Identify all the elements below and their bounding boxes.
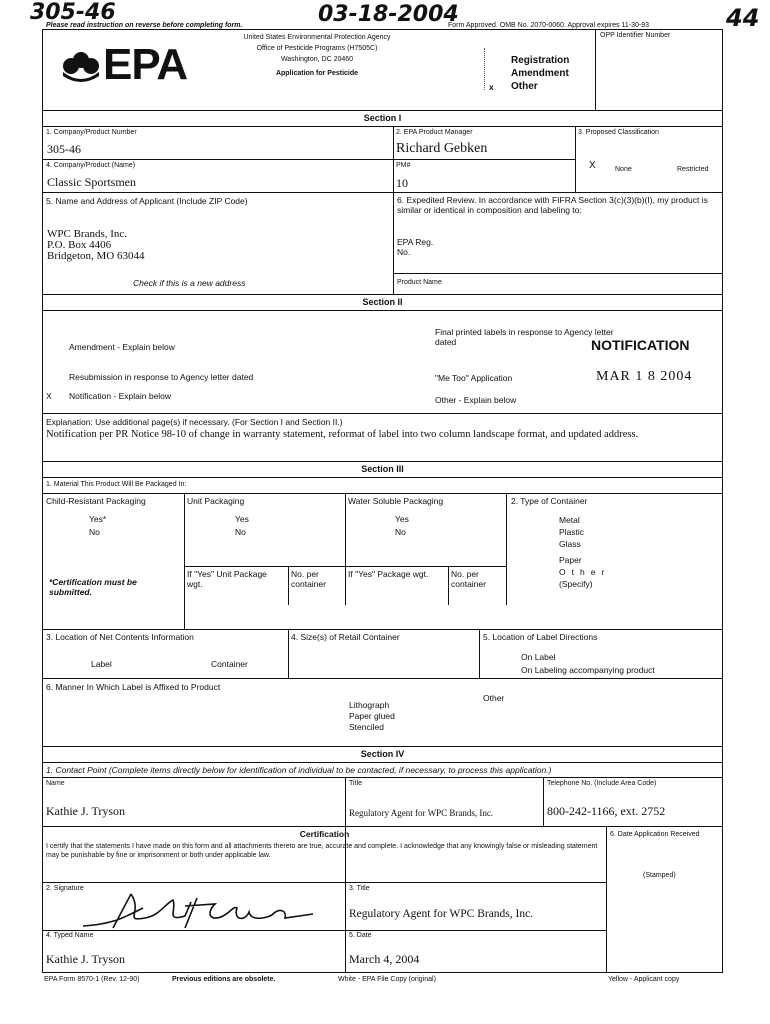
directions-on-labeling[interactable]: On Labeling accompanying product (521, 665, 655, 675)
application-type-options (511, 54, 569, 93)
section-3-field-6-label: 6. Manner In Which Label is Affixed to Product (46, 682, 221, 692)
handwritten-date: 03-18-2004 (318, 2, 459, 27)
company-product-name[interactable]: Classic Sportsmen (47, 175, 136, 189)
epa-logo-text: EPA (103, 40, 188, 89)
water-soluble-label: Water Soluble Packaging (348, 496, 444, 506)
applicant-address[interactable] (47, 229, 144, 262)
agency-block (229, 32, 405, 79)
signature-label: 2. Signature (46, 885, 84, 892)
unit-packaging-no[interactable]: No (235, 527, 246, 537)
top-instruction: Please read instruction on reverse before completing form. (46, 22, 243, 29)
epa-reg-no-label: No. (397, 247, 411, 257)
unit-no-per-container-label: No. per container (291, 569, 326, 589)
field-6-product-name: Product Name (397, 279, 442, 286)
contact-title[interactable]: Regulatory Agent for WPC Brands, Inc. (349, 808, 494, 818)
classification-none[interactable]: None (615, 166, 632, 173)
option-other[interactable]: Other (511, 81, 538, 92)
option-registration[interactable]: Registration (511, 55, 570, 66)
agency-line-4: Application for Pesticide (275, 70, 359, 77)
contact-point-label: 1. Contact Point (Complete items directly below for identification of individual to be contacted, if necessary, to process this application.) (46, 765, 552, 775)
agency-line-2: Office of Pesticide Programs (H7505C) (256, 45, 378, 52)
title-3-label: 3. Title (349, 885, 370, 892)
agency-line-1: United States Environmental Protection Agency (243, 34, 391, 41)
field-6-expedited-review: 6. Expedited Review. In accordance with FIFRA Section 3(c)(3)(b)(I), my product is similar or identical in composition and labeling to: (397, 195, 708, 215)
field-2-label: 2. EPA Product Manager (396, 129, 473, 136)
signer-title[interactable]: Regulatory Agent for WPC Brands, Inc. (349, 908, 534, 920)
package-weight-label: If "Yes" Package wgt. (348, 569, 429, 579)
explanation-label: Explanation: Use additional page(s) if necessary. (For Section I and Section II.) (46, 417, 343, 427)
typed-name-label: 4. Typed Name (46, 932, 94, 939)
date-received-label: 6. Date Application Received (610, 831, 700, 838)
unit-packaging-yes[interactable]: Yes (235, 514, 249, 524)
contact-name[interactable]: Kathie J. Tryson (46, 804, 126, 818)
epa-reg-label: EPA Reg. (397, 237, 434, 247)
unit-package-weight-label: If "Yes" Unit Package wgt. (187, 569, 267, 589)
container-type-options (559, 514, 610, 590)
footer-form-number: EPA Form 8570-1 (Rev. 12-90) (44, 976, 140, 983)
section-3-field-4-label: 4. Size(s) of Retail Container (291, 632, 400, 642)
container-paper[interactable]: Paper (559, 555, 582, 565)
water-soluble-no[interactable]: No (395, 527, 406, 537)
affix-stenciled[interactable]: Stenciled (349, 722, 384, 732)
section-2-title: Section II (362, 297, 403, 307)
container-specify: (Specify) (559, 579, 593, 589)
field-6-epa-reg (397, 237, 433, 257)
notification-stamp: NOTIFICATION (591, 337, 690, 353)
net-contents-container-option[interactable]: Container (211, 659, 248, 669)
amendment-option[interactable]: Amendment - Explain below (69, 342, 175, 352)
explanation-text[interactable]: Notification per PR Notice 98-10 of change in warranty statement, reformat of label into two column landscape format, and updated address. (46, 429, 639, 440)
affix-paper-glued[interactable]: Paper glued (349, 711, 395, 721)
me-too-option[interactable]: "Me Too" Application (435, 373, 513, 383)
classification-restricted[interactable]: Restricted (677, 166, 709, 173)
signature-image (73, 888, 323, 934)
company-product-number[interactable]: 305-46 (47, 142, 81, 156)
footer-white-copy: White - EPA File Copy (original) (338, 976, 436, 983)
wsp-no-per-container-label: No. per container (451, 569, 486, 589)
epa-product-manager[interactable]: Richard Gebken (396, 141, 488, 156)
final-labels-option[interactable]: Final printed labels in response to Agency letter dated (435, 327, 614, 347)
resubmission-option[interactable]: Resubmission in response to Agency letter dated (69, 372, 254, 382)
applicant-address-line-3: Bridgeton, MO 63044 (47, 250, 145, 262)
epa-logo (59, 46, 103, 89)
epa-application-form (42, 29, 723, 973)
field-3-label: 3. Proposed Classification (578, 129, 659, 136)
notification-mark: X (46, 391, 52, 401)
certification-note: *Certification must be submitted. (49, 577, 137, 597)
child-resistant-no[interactable]: No (89, 527, 100, 537)
new-address-checkbox[interactable]: Check if this is a new address (133, 278, 246, 288)
child-resistant-label: Child-Resistant Packaging (46, 496, 146, 506)
handwritten-reg-number: 305-46 (30, 0, 116, 25)
child-resistant-yes[interactable]: Yes* (89, 514, 107, 524)
omb-approval: Form Approved. OMB No. 2070-0060. Approval expires 11-30-93 (448, 22, 650, 29)
section-3-field-3-label: 3. Location of Net Contents Information (46, 632, 194, 642)
container-other[interactable]: Other (559, 567, 611, 577)
directions-on-label[interactable]: On Label (521, 652, 556, 662)
container-metal[interactable]: Metal (559, 515, 580, 525)
signature-date[interactable]: March 4, 2004 (349, 952, 420, 966)
telephone-label: Telephone No. (Include Area Code) (547, 780, 657, 787)
type-of-container-label: 2. Type of Container (511, 496, 588, 506)
unit-packaging-label: Unit Packaging (187, 496, 245, 506)
notification-option[interactable]: Notification - Explain below (69, 391, 172, 401)
affix-lithograph[interactable]: Lithograph (349, 700, 390, 710)
stamped-label: (Stamped) (643, 872, 676, 879)
name-label: Name (46, 780, 65, 787)
epa-flower-icon (59, 46, 103, 84)
other-explain-option[interactable]: Other - Explain below (435, 395, 517, 405)
section-3-field-1-label: 1. Material This Product Will Be Packaged In: (46, 481, 187, 488)
applicant-address-line-2: P.O. Box 4406 (47, 239, 112, 251)
footer-yellow-copy: Yellow - Applicant copy (608, 976, 680, 983)
pm-number-label: PM# (396, 162, 411, 169)
agency-line-3: Washington, DC 20460 (280, 56, 354, 63)
affix-other[interactable]: Other (483, 693, 505, 703)
opp-identifier-label: OPP Identifier Number (600, 32, 671, 39)
container-glass[interactable]: Glass (559, 539, 581, 549)
classification-none-mark: X (589, 160, 596, 171)
footer-obsolete-note: Previous editions are obsolete. (172, 976, 276, 983)
affix-method-options (349, 700, 395, 733)
certification-title: Certification (299, 829, 350, 839)
handwritten-page-number: 44 (726, 4, 760, 32)
section-3-field-5-label: 5. Location of Label Directions (483, 632, 598, 642)
title-label: Title (349, 780, 362, 787)
field-4-label: 4. Company/Product (Name) (46, 162, 136, 169)
net-contents-label-option[interactable]: Label (91, 659, 112, 669)
pm-number[interactable]: 10 (396, 176, 408, 190)
certification-text: I certify that the statements I have made on this form and all attachments thereto are true, accurate and complete. I acknowledge that any knowingly false or misleading statement may be punishable by fine or imprisonment or both under applicable law. (46, 843, 598, 859)
section-3-title: Section III (361, 464, 404, 474)
option-amendment[interactable]: Amendment (511, 68, 569, 79)
typed-name[interactable]: Kathie J. Tryson (46, 952, 126, 966)
container-plastic[interactable]: Plastic (559, 527, 585, 537)
applicant-address-line-1: WPC Brands, Inc. (47, 228, 128, 240)
field-1-label: 1. Company/Product Number (46, 129, 137, 136)
field-5-label: 5. Name and Address of Applicant (Include ZIP Code) (46, 196, 248, 206)
contact-telephone[interactable]: 800-242-1166, ext. 2752 (547, 804, 666, 818)
received-stamp-date: MAR 1 8 2004 (596, 369, 693, 384)
section-1-title: Section I (363, 113, 402, 123)
date-5-label: 5. Date (349, 932, 372, 939)
water-soluble-yes[interactable]: Yes (395, 514, 409, 524)
section-4-title: Section IV (360, 749, 405, 759)
option-other-mark: x (489, 82, 494, 92)
